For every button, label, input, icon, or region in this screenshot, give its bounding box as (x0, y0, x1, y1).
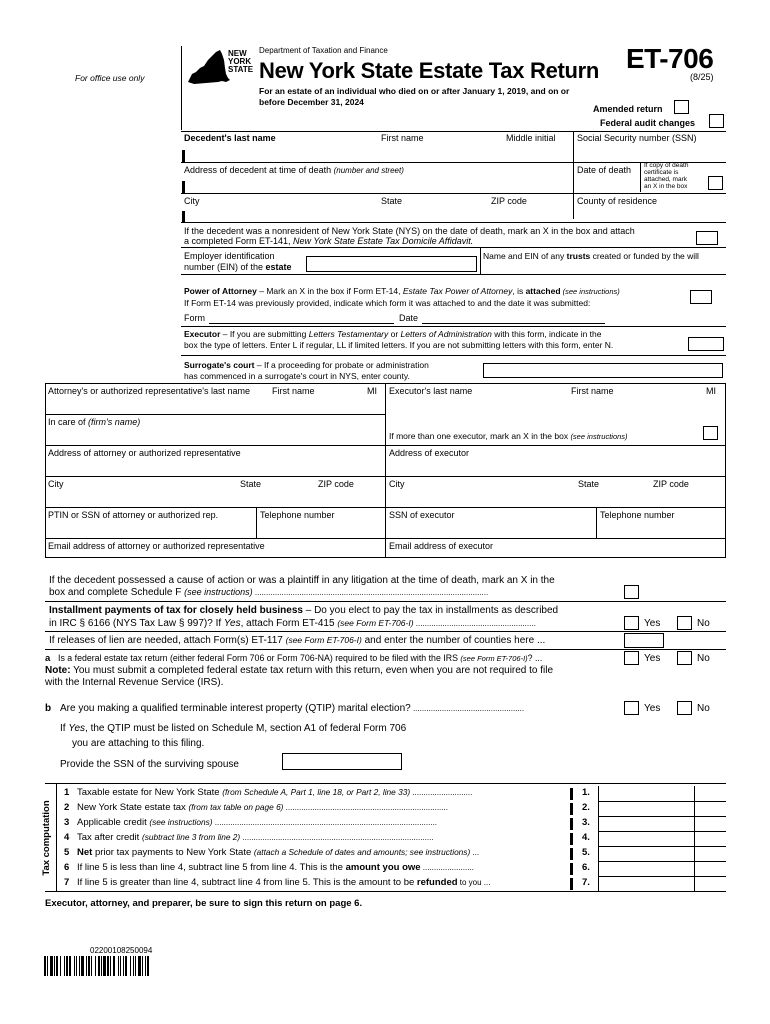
cents-divider (694, 831, 695, 846)
surrogate-county-input[interactable] (483, 363, 723, 378)
installment-no-checkbox[interactable] (677, 616, 692, 630)
installment-line-1: Installment payments of tax for closely held business – Do you elect to pay the tax in installments as described (49, 605, 559, 616)
executor-name-input[interactable] (389, 398, 723, 412)
question-b-yes-label: Yes (644, 703, 661, 714)
death-cert-checkbox[interactable] (708, 176, 723, 190)
line-marker (570, 878, 573, 890)
decedent-last-name-label: Decedent's last name (184, 133, 276, 143)
tax-line-3 (60, 816, 726, 831)
decedent-address-label: Address of decedent at time of death (number and street) (184, 165, 404, 175)
litigation-line-2: box and complete Schedule F (see instructions) ......................................................................................................... (49, 587, 489, 598)
attorney-address-input[interactable] (48, 460, 383, 474)
note-line-2: with the Internal Revenue Service (IRS). (45, 677, 224, 688)
decedent-zip-label: ZIP code (491, 196, 527, 206)
attorney-city-input[interactable] (48, 491, 383, 505)
tax-line-amount-input[interactable] (598, 816, 726, 832)
poa-form-input[interactable] (209, 311, 394, 323)
attorney-email-input[interactable] (48, 552, 383, 556)
surrogate-line-1: Surrogate's court – If a proceeding for probate or administration (184, 360, 429, 370)
question-a-no-checkbox[interactable] (677, 651, 692, 665)
executor-last-name-label: Executor's last name (389, 386, 473, 396)
question-b-yes-checkbox[interactable] (624, 701, 639, 715)
letters-type-input[interactable] (688, 337, 724, 351)
attorney-care-of-label: In care of (firm's name) (48, 417, 141, 427)
form-title: New York State Estate Tax Return (259, 58, 600, 83)
tax-line-text: Tax after credit (subtract line 3 from line 2) ...................................................................................... (77, 832, 434, 843)
question-b-letter: b (45, 703, 52, 714)
attorney-ptin-label: PTIN or SSN of attorney or authorized rep. (48, 510, 219, 520)
tax-line-amount-input[interactable] (598, 861, 726, 877)
tax-line-number: 2 (64, 802, 70, 813)
attorney-phone-label: Telephone number (260, 510, 335, 520)
note-line-1: Note: You must submit a completed federal estate tax return with this return, even when you are not required to file (45, 665, 554, 676)
tax-line-number: 6 (64, 862, 70, 873)
death-cert-note-1: If copy of death (644, 162, 689, 169)
spouse-ssn-label: Provide the SSN of the surviving spouse (60, 759, 239, 770)
logo-line-1: NEW (228, 49, 247, 58)
question-a-letter: a (45, 653, 51, 664)
attorney-zip-label: ZIP code (318, 479, 354, 489)
subtitle-line-1: For an estate of an individual who died on or after January 1, 2019, and on or (259, 86, 570, 96)
executor-zip-label: ZIP code (653, 479, 689, 489)
subtitle-line-2: before December 31, 2024 (259, 97, 364, 107)
county-label: County of residence (577, 196, 658, 206)
executor-phone-input[interactable] (600, 522, 723, 536)
executor-ssn-label: SSN of executor (389, 510, 455, 520)
surrogate-line-2: has commenced in a surrogate's court in NYS, enter county. (184, 371, 410, 381)
decedent-city-label: City (184, 196, 200, 206)
executor-address-label: Address of executor (389, 448, 470, 458)
question-a-text: Is a federal estate tax return (either federal Form 706 or Form 706-NA) required to be filed with the IRS (see Form ET-706-I)? ... (58, 653, 543, 663)
executor-email-input[interactable] (389, 552, 723, 556)
attorney-state-label: State (240, 479, 262, 489)
poa-line-1: Power of Attorney – Mark an X in the box if Form ET-14, Estate Tax Power of Attorney, is attached (see instructions) (184, 286, 620, 296)
decedent-ssn-input[interactable] (577, 146, 725, 160)
decedent-mi-label: Middle initial (506, 133, 556, 143)
lien-line: If releases of lien are needed, attach Form(s) ET-117 (see Form ET-706-I) and enter the number of counties here ... (49, 635, 546, 646)
tax-computation-side-label: Tax computation (41, 800, 52, 876)
tax-line-7 (60, 876, 726, 891)
date-of-death-label: Date of death (577, 165, 632, 175)
installment-no-label: No (697, 618, 710, 629)
header-divider (181, 46, 182, 130)
tax-line-box-label: 5. (582, 847, 590, 858)
poa-form-label: Form (184, 313, 205, 323)
form-revision: (8/25) (690, 72, 714, 82)
cents-divider (694, 846, 695, 861)
poa-date-label: Date (399, 313, 419, 323)
tax-line-number: 1 (64, 787, 70, 798)
decedent-first-name-label: First name (381, 133, 424, 143)
line-marker (570, 833, 573, 845)
tax-line-number: 4 (64, 832, 70, 843)
question-a-yes-label: Yes (644, 653, 661, 664)
tax-line-text: New York State estate tax (from tax table on page 6) ......................................................................... (77, 802, 448, 813)
tax-line-text: Taxable estate for New York State (from Schedule A, Part 1, line 18, or Part 2, line 33) ........................... (77, 787, 473, 798)
amended-return-checkbox[interactable] (674, 100, 689, 114)
nonresident-line-2: a completed Form ET-141, New York State Estate Tax Domicile Affidavit. (184, 236, 474, 246)
question-a-no-label: No (697, 653, 710, 664)
qtip-note-line-1: If Yes, the QTIP must be listed on Schedule M, section A1 of federal Form 706 (60, 723, 407, 734)
barcode-number: 02200108250094 (90, 946, 153, 955)
nonresident-checkbox[interactable] (696, 231, 718, 245)
form-number: ET-706 (626, 43, 714, 74)
executor-letters-line-1: Executor – If you are submitting Letters Testamentary or Letters of Administration with this form, indicate in the (184, 329, 602, 339)
more-than-one-executor-label: If more than one executor, mark an X in the box (see instructions) (389, 431, 628, 441)
question-b-no-label: No (697, 703, 710, 714)
attorney-phone-input[interactable] (260, 522, 383, 536)
tax-line-box-label: 3. (582, 817, 590, 828)
attorney-ptin-input[interactable] (48, 522, 254, 536)
executor-letters-line-2: box the type of letters. Enter L if regular, LL if limited letters. If you are not submitting letters with this form, enter N. (184, 340, 614, 350)
attorney-last-name-label: Attorney's or authorized representative's last name (48, 386, 251, 396)
cents-divider (694, 801, 695, 816)
lien-counties-input[interactable] (624, 633, 664, 648)
sign-reminder: Executor, attorney, and preparer, be sure to sign this return on page 6. (45, 898, 363, 909)
death-cert-note-3: attached, mark (644, 176, 687, 183)
decedent-state-label: State (381, 196, 403, 206)
line-marker (570, 863, 573, 875)
tax-line-text: If line 5 is less than line 4, subtract line 5 from line 4. This is the amount you owe ....................... (77, 862, 474, 873)
ein-label-1: Employer identification (184, 251, 275, 261)
tax-line-4 (60, 831, 726, 846)
ein-input[interactable] (306, 256, 477, 272)
tax-line-amount-input[interactable] (598, 846, 726, 862)
tax-line-amount-input[interactable] (598, 786, 726, 802)
nonresident-line-1: If the decedent was a nonresident of New York State (NYS) on the date of death, mark an X in the box and attach (184, 226, 635, 236)
tax-line-number: 3 (64, 817, 70, 828)
attorney-city-label: City (48, 479, 64, 489)
attorney-care-of-input[interactable] (48, 429, 383, 443)
poa-date-input[interactable] (422, 311, 605, 323)
tax-line-box-label: 7. (582, 877, 590, 888)
litigation-checkbox[interactable] (624, 585, 639, 599)
attorney-first-name-label: First name (272, 386, 315, 396)
decedent-city-input[interactable] (186, 207, 572, 219)
executor-ssn-input[interactable] (389, 522, 594, 536)
qtip-note-line-2: you are attaching to this filing. (72, 738, 205, 749)
logo-line-3: STATE (228, 65, 254, 74)
installment-yes-label: Yes (644, 618, 661, 629)
attorney-mi-label: MI (367, 386, 377, 396)
line-marker (570, 848, 573, 860)
tax-line-6 (60, 861, 726, 876)
more-than-one-executor-checkbox[interactable] (703, 426, 718, 440)
litigation-line-1: If the decedent possessed a cause of action or was a plaintiff in any litigation at the time of death, mark an X in the (49, 575, 555, 586)
department-name: Department of Taxation and Finance (259, 46, 388, 55)
tax-line-text: Net prior tax payments to New York State (attach a Schedule of dates and amounts; see instructions) ... (77, 847, 480, 858)
line-marker (570, 818, 573, 830)
tax-line-box-label: 6. (582, 862, 590, 873)
attorney-name-input[interactable] (48, 398, 383, 412)
spouse-ssn-input[interactable] (282, 753, 402, 770)
question-a-yes-checkbox[interactable] (624, 651, 639, 665)
tax-line-amount-input[interactable] (598, 876, 726, 892)
tax-line-1 (60, 786, 726, 801)
decedent-name-input[interactable] (186, 146, 572, 160)
office-use-label: For office use only (75, 73, 145, 83)
executor-phone-label: Telephone number (600, 510, 675, 520)
federal-audit-label: Federal audit changes (600, 118, 696, 128)
executor-city-label: City (389, 479, 405, 489)
executor-state-label: State (578, 479, 600, 489)
installment-line-2: in IRC § 6166 (NYS Tax Law § 997)? If Yes, attach Form ET-415 (see Form ET-706-I) ...................................................... (49, 618, 536, 629)
nys-logo (186, 46, 256, 86)
cents-divider (694, 861, 695, 876)
barcode-icon (44, 956, 216, 976)
executor-email-label: Email address of executor (389, 541, 494, 551)
tax-line-box-label: 2. (582, 802, 590, 813)
tax-line-number: 7 (64, 877, 70, 888)
line-marker (570, 788, 573, 800)
executor-first-name-label: First name (571, 386, 614, 396)
tax-line-number: 5 (64, 847, 70, 858)
line-marker (570, 803, 573, 815)
trusts-label: Name and EIN of any trusts created or funded by the will (483, 251, 699, 261)
attorney-address-label: Address of attorney or authorized representative (48, 448, 241, 458)
tax-line-text: If line 5 is greater than line 4, subtract line 4 from line 5. This is the amount to be refunded to you ... (77, 877, 491, 888)
federal-audit-checkbox[interactable] (709, 114, 724, 128)
tax-line-box-label: 1. (582, 787, 590, 798)
tax-line-5 (60, 846, 726, 861)
tax-line-amount-input[interactable] (598, 801, 726, 817)
cents-divider (694, 816, 695, 831)
decedent-ssn-label: Social Security number (SSN) (577, 133, 697, 143)
amended-return-label: Amended return (593, 104, 663, 114)
death-cert-note-2: certificate is (644, 169, 679, 176)
tax-line-text: Applicable credit (see instructions) .................................................................................................... (77, 817, 438, 828)
death-cert-note-4: an X in the box (644, 183, 688, 190)
ein-label-2: number (EIN) of the estate (184, 262, 292, 272)
tax-line-amount-input[interactable] (598, 831, 726, 847)
tax-line-2 (60, 801, 726, 816)
poa-line-2: If Form ET-14 was previously provided, indicate which form it was attached to and the date it was submitted: (184, 298, 591, 308)
question-b-no-checkbox[interactable] (677, 701, 692, 715)
logo-line-2: YORK (228, 57, 252, 66)
executor-city-input[interactable] (389, 491, 723, 505)
tax-line-box-label: 4. (582, 832, 590, 843)
question-b-text: Are you making a qualified terminable interest property (QTIP) marital election? .................................................. (60, 703, 525, 714)
cents-divider (694, 786, 695, 801)
executor-mi-label: MI (706, 386, 716, 396)
poa-checkbox[interactable] (690, 290, 712, 304)
attorney-email-label: Email address of attorney or authorized representative (48, 541, 265, 551)
cents-divider (694, 876, 695, 891)
decedent-address-input[interactable] (186, 177, 572, 191)
executor-address-input[interactable] (389, 460, 723, 474)
installment-yes-checkbox[interactable] (624, 616, 639, 630)
